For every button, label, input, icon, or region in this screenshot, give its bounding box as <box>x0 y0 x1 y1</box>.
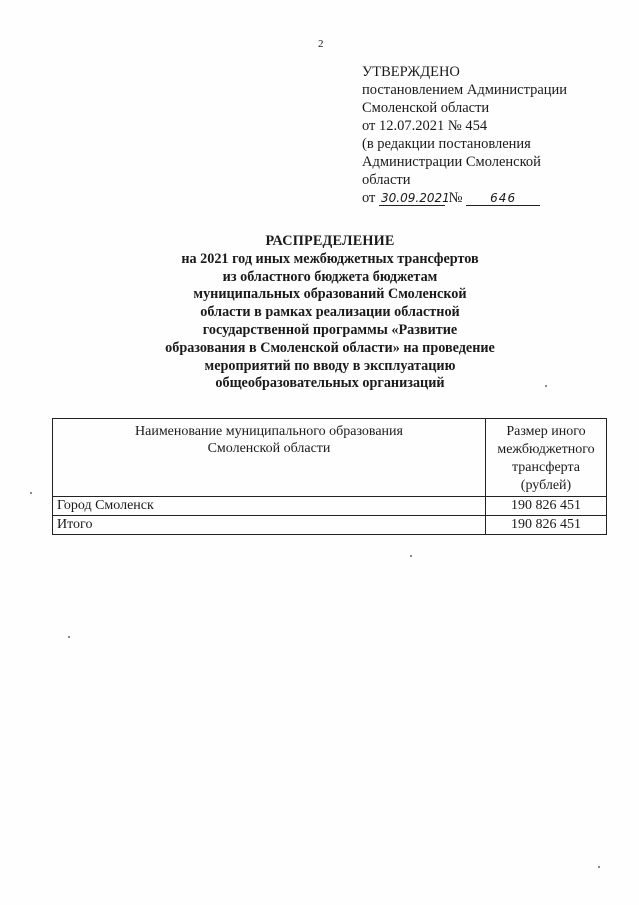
approval-line: УТВЕРЖДЕНО <box>362 64 460 80</box>
row-name: Итого <box>53 516 486 535</box>
scan-speck <box>30 492 32 494</box>
approval-line: (в редакции постановления <box>362 136 531 152</box>
row-amount: 190 826 451 <box>486 497 607 516</box>
header-amount-line: (рублей) <box>520 478 572 493</box>
handwritten-date: 30.09.2021 <box>381 191 450 205</box>
header-name <box>53 419 486 497</box>
scan-speck <box>68 636 70 638</box>
header-amount-line: межбюджетного <box>497 442 595 457</box>
approval-stamp <box>362 63 567 207</box>
row-name: Город Смоленск <box>53 497 486 516</box>
document-title <box>130 233 530 393</box>
title-line: мероприятий по вводу в эксплуатацию <box>204 357 456 374</box>
approval-line: Администрации Смоленской <box>362 154 541 170</box>
scan-speck <box>410 555 412 557</box>
handwritten-number: 646 <box>466 191 540 206</box>
header-name-line: Наименование муниципального образования <box>135 424 403 439</box>
header-amount-line: трансферта <box>512 460 580 475</box>
signature-prefix: от <box>362 190 376 206</box>
approval-line: от 12.07.2021 № 454 <box>362 118 488 134</box>
title-heading: РАСПРЕДЕЛЕНИЕ <box>265 233 395 249</box>
header-amount <box>486 419 607 497</box>
title-line: на 2021 год иных межбюджетных трансфертов <box>181 250 479 267</box>
row-amount: 190 826 451 <box>486 516 607 535</box>
scan-speck <box>598 866 600 868</box>
page-number: 2 <box>318 38 324 50</box>
header-amount-line: Размер иного <box>506 424 586 439</box>
signature-line <box>362 189 567 207</box>
table-header-row <box>53 419 607 497</box>
approval-line: Смоленской области <box>362 100 490 116</box>
title-line: общеобразовательных организаций <box>215 375 445 392</box>
header-name-line: Смоленской области <box>207 441 331 456</box>
title-line: из областного бюджета бюджетам <box>222 268 438 285</box>
title-line: государственной программы «Развитие <box>202 321 458 338</box>
table-row <box>53 516 607 535</box>
number-sign: № <box>448 190 463 206</box>
approval-line: постановлением Администрации <box>362 82 568 98</box>
title-line: муниципальных образований Смоленской <box>193 286 467 303</box>
title-line: образования в Смоленской области» на проведение <box>165 339 495 356</box>
title-line: области в рамках реализации областной <box>200 304 460 321</box>
distribution-table <box>52 418 607 535</box>
approval-line: области <box>362 172 411 188</box>
scan-speck <box>545 385 547 387</box>
table-row <box>53 497 607 516</box>
